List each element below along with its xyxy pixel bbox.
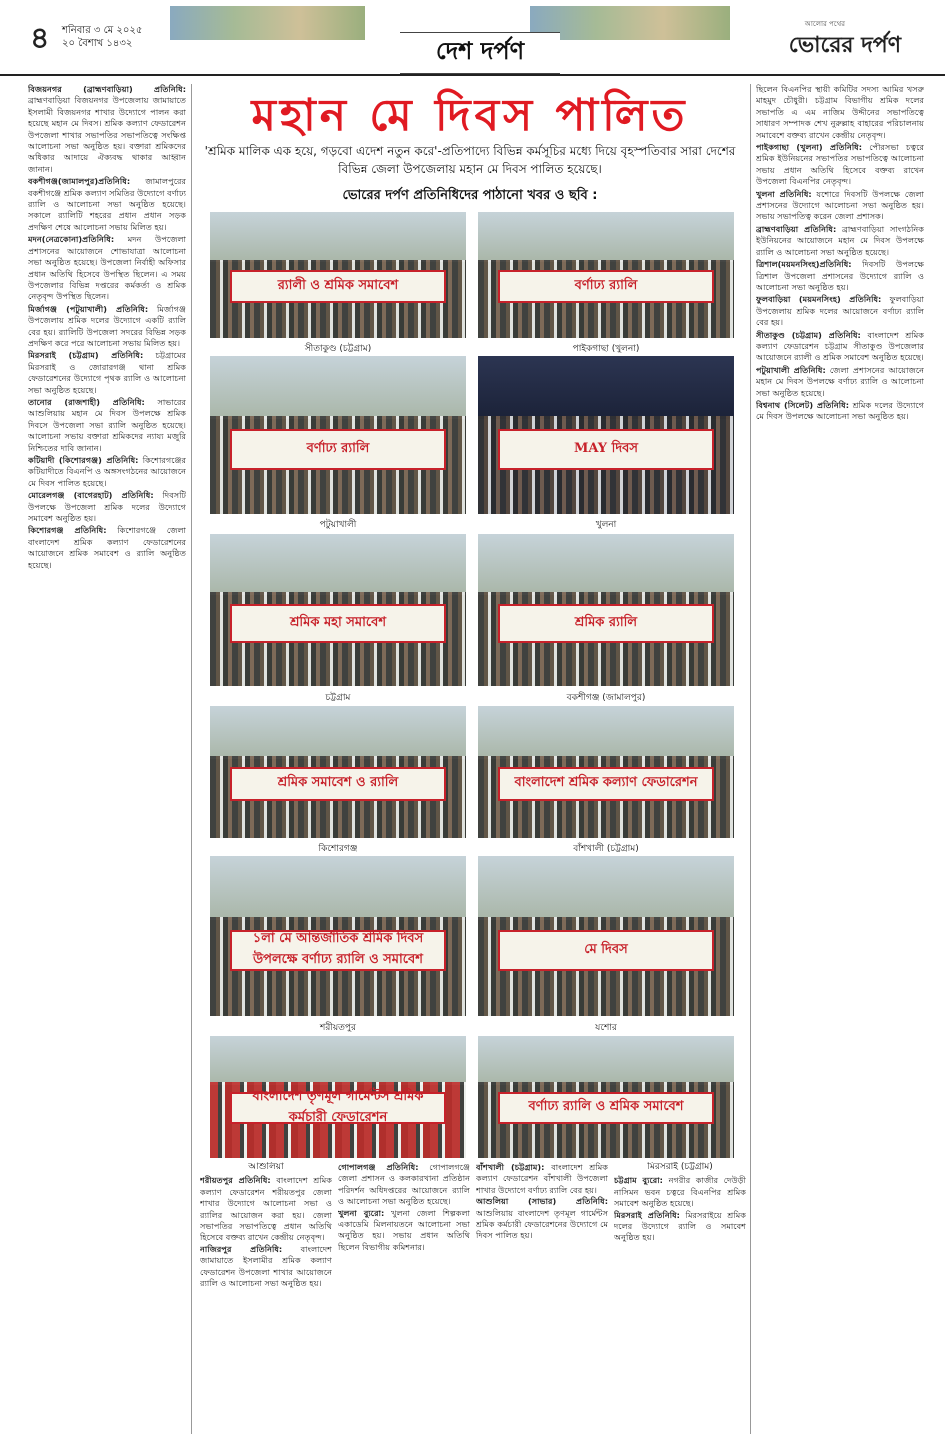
news-photo [478, 1036, 734, 1158]
article [200, 1244, 332, 1290]
article [338, 1162, 470, 1208]
news-photo [210, 856, 466, 1016]
article-text: নগরীর কাজীর দেউড়ী নাসিমন ভবন চত্বরে বিএনপির শ্রমিক সমাবেশ অনুষ্ঠিত হয়েছে। [614, 1175, 746, 1209]
article-text: মিরসরাইয়ে শ্রমিক দলের উদ্যোগে র‍্যালি ও সমাবেশ অনুষ্ঠিত হয়। [614, 1209, 746, 1243]
photo-caption: খুলনা [595, 520, 617, 530]
article [756, 224, 924, 258]
article-text: মদন উপজেলা প্রশাসনের আয়োজনে শোভাযাত্রা আলোচনা সভা অনুষ্ঠিত হয়েছে। উপজেলা নির্বাহী অফিসার প্রধান অতিথি হিসেবে উপস্থিত ছিলেন। এ সময় উপজেলার বিভিন্ন দপ্তরের কর্মকর্তা ও শ্রমিক নেতৃবৃন্দ উপস্থিত ছিলেন। [28, 234, 186, 302]
photo-caption: আশুলিয়া [248, 1162, 284, 1172]
dateline: বাঁশখালী (চট্টগ্রাম): [476, 1162, 545, 1172]
article [338, 1208, 470, 1254]
bottom-column [338, 1162, 470, 1438]
dateline: মির্জাগঞ্জ (পটুয়াখালী) প্রতিনিধি: [28, 303, 149, 314]
article-text: ব্রাহ্মণবাড়িয়া সাংগঠনিক ইউনিয়নের আয়োজনে মহান মে দিবস উপলক্ষে র‍্যালি ও আলোচনা সভা অনুষ্ঠিত হয়েছে। [756, 223, 924, 257]
bottom-column [200, 1162, 332, 1438]
article [614, 1210, 746, 1244]
photo-banner: বাংলাদেশ তৃণমূল গার্মেন্টস শ্রমিক কর্মচারী ফেডারেশন [230, 1092, 445, 1124]
photo-banner: শ্রমিক র‍্যালি [498, 604, 713, 644]
photo-banner: বর্ণাঢ্য র‍্যালি [498, 270, 713, 303]
article-text: শ্রমিক দলের উদ্যোগে মে দিবস উপলক্ষে আলোচনা সভা অনুষ্ঠিত হয়। [756, 399, 924, 422]
dateline: খুলনা প্রতিনিধি: [756, 188, 812, 199]
article-text: ব্রাহ্মণবাড়িয়া বিজয়নগর উপজেলায় জামায়াতে ইসলামী বিজয়নগর শাখার উদ্যোগে পালন করা হয়েছে মহান মে দিবস। শ্রমিক কল্যাণ ফেডারেশন উপজেলা শাখার সভাপতির সভাপতিত্বে সংক্ষিপ্ত আলোচনা সভা অনুষ্ঠিত হয়। বক্তারা শ্রমিকদের অধিকার আদায়ে ঐক্যবদ্ধ থাকার আহ্বান জানান। [28, 95, 186, 174]
dateline: নাজিরপুর প্রতিনিধি: [200, 1243, 283, 1254]
article-text: বাংলাদেশ শ্রমিক কল্যাণ ফেডারেশন শরীয়তপুর জেলা শাখার উদ্যোগে আলোচনা সভা ও র‍্যালির আয়োজন করা হয়। জেলা সভাপতির সভাপতিত্বে প্রধান অতিথি হিসেবে বক্তব্য রাখেন কেন্দ্রীয় নেতৃবৃন্দ। [200, 1175, 332, 1243]
photo-banner: শ্রমিক মহা সমাবেশ [230, 604, 445, 644]
news-photo [210, 706, 466, 838]
news-photo [478, 534, 734, 686]
news-photo [210, 212, 466, 338]
photo-credit: ভোরের দর্পণ প্রতিনিধিদের পাঠানো খবর ও ছবি : [342, 188, 598, 203]
article-text: গোপালগঞ্জে জেলা প্রশাসন ও কলকারখানা প্রতিষ্ঠান পরিদর্শন অধিদপ্তরের আয়োজনে র‍্যালি ও আলোচনা সভা অনুষ্ঠিত হয়েছে। [338, 1162, 470, 1207]
article [200, 1175, 332, 1243]
photo-banner: র‍্যালী ও শ্রমিক সমাবেশ [230, 270, 445, 303]
dateline: শরীয়তপুর প্রতিনিধি: [200, 1175, 271, 1186]
photo-caption: যশোর [595, 1023, 617, 1033]
article-text: পৌরসভা চত্বরে শ্রমিক ইউনিয়নের সভাপতির সভাপতিত্বে আলোচনা সভায় প্রধান অতিথি হিসেবে বক্তব্য রাখেন উপজেলা বিএনপির নেতৃবৃন্দ। [756, 142, 924, 187]
dateline: আশুলিয়া (সাভার) প্রতিনিধি: [476, 1196, 608, 1207]
dateline: বকশীগঞ্জ(জামালপুর)প্রতিনিধি: [28, 176, 131, 187]
news-photo [210, 356, 466, 514]
article-text: ফুলবাড়িয়া উপজেলায় শ্রমিক দলের আয়োজনে বর্ণাঢ্য র‍্যালি বের হয়। [756, 294, 924, 328]
header-photo-strip-left [170, 6, 365, 40]
section-title: দেশ দর্পণ [400, 32, 560, 74]
article [28, 455, 186, 489]
dateline: ত্রিশাল(ময়মনসিংহ)প্রতিনিধি: [756, 259, 852, 270]
article [28, 490, 186, 524]
news-photo [210, 1036, 466, 1158]
dateline: কটিয়াদী (কিশোরগঞ্জ) প্রতিনিধি: [28, 455, 139, 465]
article-text: চট্টগ্রামের মিরসরাই ও জোরারগঞ্জ থানা শ্রমিক ফেডারেশনের উদ্যোগে পৃথক র‍্যালি ও আলোচনা সভা অনুষ্ঠিত হয়েছে। [28, 350, 186, 395]
dateline: মদন(নেত্রকোনা)প্রতিনিধি: [28, 234, 115, 245]
article [756, 400, 924, 423]
article-text: বাংলাদেশ শ্রমিক কল্যাণ ফেডারেশন বাঁশখালী উপজেলা শাখার উদ্যোগে বর্ণাঢ্য র‍্যালি বের হয়। [476, 1162, 608, 1195]
article-text: মির্জাগঞ্জ উপজেলায় শ্রমিক দলের উদ্যোগে একটি র‍্যালি বের হয়। র‍্যালিটি উপজেলা সদরের বিভিন্ন সড়ক প্রদক্ষিণ করে পরে আলোচনা সভায় মিলিত হয়। [28, 303, 186, 348]
dateline: তানোর (রাজশাহী) প্রতিনিধি: [28, 396, 145, 407]
article-text: ছিলেন বিএনপির স্থায়ী কমিটির সদস্য আমির খসরু মাহমুদ চৌধুরী। চট্টগ্রাম বিভাগীয় শ্রমিক দলের সভাপতি এ এম নাজিম উদ্দীনের সভাপতিত্বে সাধারণ সম্পাদক শেখ নুরুল্লাহ বাহারের পরিচালনায় সমাবেশে বক্তব্য রাখেন কেন্দ্রীয় নেতৃবৃন্দ। [756, 84, 924, 140]
article [28, 84, 186, 175]
article [476, 1162, 608, 1196]
issue-date [62, 24, 142, 50]
article [28, 234, 186, 302]
photo-banner: ১লা মে আন্তর্জাতিক শ্রমিক দিবস উপলক্ষে বর্ণাঢ্য র‍্যালি ও সমাবেশ [230, 930, 445, 972]
dateline: কিশোরগঞ্জ প্রতিনিধি: [28, 525, 107, 536]
left-column [28, 84, 186, 1434]
dateline: মোরেলগঞ্জ (বাগেরহাট) প্রতিনিধি: [28, 490, 154, 501]
column-divider [191, 84, 192, 1434]
article-text: বাংলাদেশ শ্রমিক কল্যাণ ফেডারেশন চট্টগ্রাম সীতাকুণ্ড উপজেলার আয়োজনে র‍্যালী ও শ্রমিক সমাবেশ অনুষ্ঠিত হয়েছে। [756, 329, 924, 363]
date-line-1: শনিবার ৩ মে ২০২৫ [62, 25, 143, 36]
article-text: কিশোরগঞ্জের কটিয়াদীতে বিএনপি ও অঙ্গসংগঠনের আয়োজনে মে দিবস পালিত হয়েছে। [28, 455, 186, 488]
dateline: বিশ্বনাথ (সিলেট) প্রতিনিধি: [756, 399, 849, 410]
bottom-column [614, 1162, 746, 1438]
article [756, 330, 924, 364]
article-text: যশোরে দিবসটি উপলক্ষে জেলা প্রশাসনের উদ্যোগে আলোচনা সভা অনুষ্ঠিত হয়। সভায় সভাপতিত্ব করেন জেলা প্রশাসক। [756, 188, 924, 222]
article-text: সাভারের আশুলিয়ায় মহান মে দিবস উপলক্ষে শ্রমিক দিবসে উপজেলা সভা র‍্যালি অনুষ্ঠিত হয়েছে। আলোচনা সভায় বক্তারা শ্রমিকদের ন্যায্য মজুরি নিশ্চিতের দাবি জানান। [28, 396, 186, 453]
article-text: দিবসটি উপলক্ষে উপজেলা শ্রমিক দলের উদ্যোগে সমাবেশ অনুষ্ঠিত হয়। [28, 490, 186, 524]
dateline: পটুয়াখালী প্রতিনিধি: [756, 364, 826, 375]
photo-caption: বাঁশখালী (চট্টগ্রাম) [573, 844, 639, 854]
dateline: পাইকগাছা (খুলনা) প্রতিনিধি: [756, 142, 863, 153]
right-column [756, 84, 924, 1434]
page-number: ৪ [30, 21, 50, 56]
news-photo [478, 356, 734, 514]
article [614, 1175, 746, 1209]
dateline: মিরসরাই (চট্টগ্রাম) প্রতিনিধি: [28, 350, 144, 361]
photo-banner: শ্রমিক সমাবেশ ও র‍্যালি [230, 767, 445, 801]
dateline: খুলনা ব্যুরো: [338, 1207, 385, 1218]
photo-caption: কিশোরগঞ্জ [318, 844, 358, 854]
article [756, 294, 924, 328]
photo-caption: চট্টগ্রাম [325, 693, 351, 703]
article [756, 259, 924, 293]
photo-caption: পটুয়াখালী [319, 520, 357, 530]
article-text: জামালপুরের বকশীগঞ্জে শ্রমিক কল্যাণ সমিতির উদ্যোগে বর্ণাঢ্য র‍্যালি ও আলোচনা সভা অনুষ্ঠিত হয়েছে। সকালে র‍্যালিটি শহরের প্রধান প্রধান সড়ক প্রদক্ষিণ শেষে আলোচনা সভায় মিলিত হয়। [28, 176, 186, 232]
dateline: ব্রাহ্মণবাড়িয়া প্রতিনিধি: [756, 223, 837, 234]
main-headline: মহান মে দিবস পালিত [251, 90, 689, 141]
dateline: বিজয়নগর (ব্রাহ্মণবাড়িয়া) প্রতিনিধি: [28, 84, 186, 94]
dateline: ফুলবাড়িয়া (ময়মনসিংহ) প্রতিনিধি: [756, 294, 882, 305]
article [28, 176, 186, 233]
brand-tagline: আলোর পথের [804, 20, 845, 28]
article [28, 525, 186, 571]
dateline: গোপালগঞ্জ প্রতিনিধি: [338, 1162, 419, 1172]
photo-caption: পাইকগাছা (খুলনা) [572, 344, 640, 354]
photo-caption: সীতাকুণ্ড (চট্টগ্রাম) [304, 344, 372, 354]
bottom-column [476, 1162, 608, 1438]
dateline: সীতাকুণ্ড (চট্টগ্রাম) প্রতিনিধি: [756, 329, 861, 340]
article-text: খুলনা জেলা শিল্পকলা একাডেমি মিলনায়তনে আলোচনা সভা অনুষ্ঠিত হয়। সভায় প্রধান অতিথি ছিলেন বিভাগীয় কমিশনার। [338, 1207, 470, 1252]
article [756, 84, 924, 141]
header-photo-strip-right [530, 6, 730, 40]
column-divider [750, 84, 751, 1434]
brand-logo: ভোরের দর্পণ [788, 32, 901, 58]
news-photo [210, 534, 466, 686]
article [756, 142, 924, 188]
news-photo [478, 706, 734, 838]
article [28, 350, 186, 396]
article-text: জেলা প্রশাসনের আয়োজনে মহান মে দিবস উপলক্ষে বর্ণাঢ্য র‍্যালি ও আলোচনা সভা অনুষ্ঠিত হয়েছে। [756, 364, 924, 398]
photo-caption: বকশীগঞ্জ (জামালপুর) [566, 693, 646, 703]
article-text: আশুলিয়ায় বাংলাদেশ তৃণমূল গার্মেন্টস শ্রমিক কর্মচারী ফেডারেশনের উদ্যোগে মে দিবস পালিত হয়। [476, 1207, 608, 1241]
dateline: চট্টগ্রাম ব্যুরো: [614, 1175, 663, 1186]
article [28, 397, 186, 454]
article [476, 1196, 608, 1242]
news-photo [478, 212, 734, 338]
article [28, 304, 186, 350]
masthead [0, 0, 945, 76]
date-line-2: ২০ বৈশাখ ১৪৩২ [62, 38, 133, 49]
photo-banner: বাংলাদেশ শ্রমিক কল্যাণ ফেডারেশন [498, 767, 713, 801]
photo-banner: MAY দিবস [498, 429, 713, 470]
standfirst: 'শ্রমিক মালিক এক হয়ে, গড়বো এদেশ নতুন করে'-প্রতিপাদ্যে বিভিন্ন কর্মসূচির মধ্যে দিয়ে বৃহস্পতিবার সারা দেশের বিভিন্ন জেলা উপজেলায় মহান মে দিবস পালিত হয়েছে। [204, 144, 736, 176]
photo-caption: মিরসরাই (চট্টগ্রাম) [647, 1162, 713, 1172]
photo-banner: বর্ণাঢ্য র‍্যালি [230, 429, 445, 470]
photo-banner: মে দিবস [498, 930, 713, 972]
article-text: বাংলাদেশ জামায়াতে ইসলামীর শ্রমিক কল্যাণ ফেডারেশন উপজেলা শাখার আয়োজনে র‍্যালি ও আলোচনা সভা অনুষ্ঠিত হয়। [200, 1243, 332, 1289]
article-text: কিশোরগঞ্জে জেলা বাংলাদেশ শ্রমিক কল্যাণ ফেডারেশনের আয়োজনে শ্রমিক সমাবেশ ও র‍্যালি অনুষ্ঠিত হয়েছে। [28, 525, 186, 570]
article-text: দিবসটি উপলক্ষে ত্রিশাল উপজেলা প্রশাসনের উদ্যোগে র‍্যালি ও আলোচনা সভা অনুষ্ঠিত হয়। [756, 259, 924, 292]
photo-caption: শরীয়তপুর [320, 1023, 356, 1033]
dateline: মিরসরাই প্রতিনিধি: [614, 1209, 680, 1220]
news-photo [478, 856, 734, 1016]
article [756, 365, 924, 399]
photo-banner: বর্ণাঢ্য র‍্যালি ও শ্রমিক সমাবেশ [498, 1092, 713, 1124]
article [756, 189, 924, 223]
